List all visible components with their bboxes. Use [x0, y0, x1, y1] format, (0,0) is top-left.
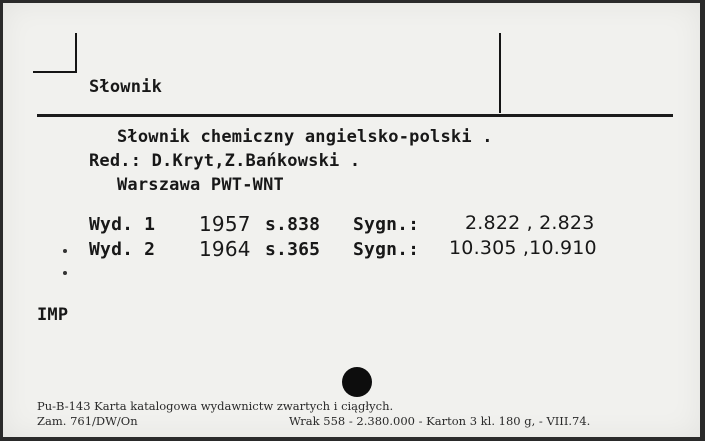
corner-guide-horizontal: [33, 71, 77, 73]
edition-sygn: 10.305 ,10.910: [449, 237, 597, 259]
edition-pages: s.365: [265, 239, 321, 260]
edition-year: 1957: [199, 212, 251, 236]
right-guide-vertical: [499, 33, 501, 113]
edition-year: 1964: [199, 237, 251, 261]
punch-hole: [342, 367, 372, 397]
card-heading: Słownik: [89, 77, 163, 97]
heading-rule: [37, 114, 673, 117]
edition-number: Wyd. 2: [89, 239, 156, 260]
imp-mark: IMP: [37, 305, 69, 325]
edition-pages: s.838: [265, 214, 321, 235]
edition-sygn-label: Sygn.:: [353, 239, 420, 260]
corner-guide-vertical: [75, 33, 77, 73]
footer-line-2-left: Zam. 761/DW/On: [37, 414, 138, 428]
publisher-line: Warszawa PWT-WNT: [117, 175, 284, 195]
footer-line-1: Pu-B-143 Karta katalogowa wydawnictw zwartych i ciągłych.: [37, 399, 394, 413]
editors-line: Red.: D.Kryt,Z.Bańkowski .: [89, 151, 361, 171]
margin-dot: [63, 271, 67, 275]
edition-number: Wyd. 1: [89, 214, 156, 235]
catalog-card: [3, 3, 700, 437]
footer-line-2-right: Wrak 558 - 2.380.000 - Karton 3 kl. 180 g, - VIII.74.: [289, 414, 591, 428]
margin-dot: [63, 249, 67, 253]
edition-sygn-label: Sygn.:: [353, 214, 420, 235]
edition-sygn: 2.822 , 2.823: [465, 212, 595, 234]
title-line: Słownik chemiczny angielsko-polski .: [117, 127, 493, 147]
